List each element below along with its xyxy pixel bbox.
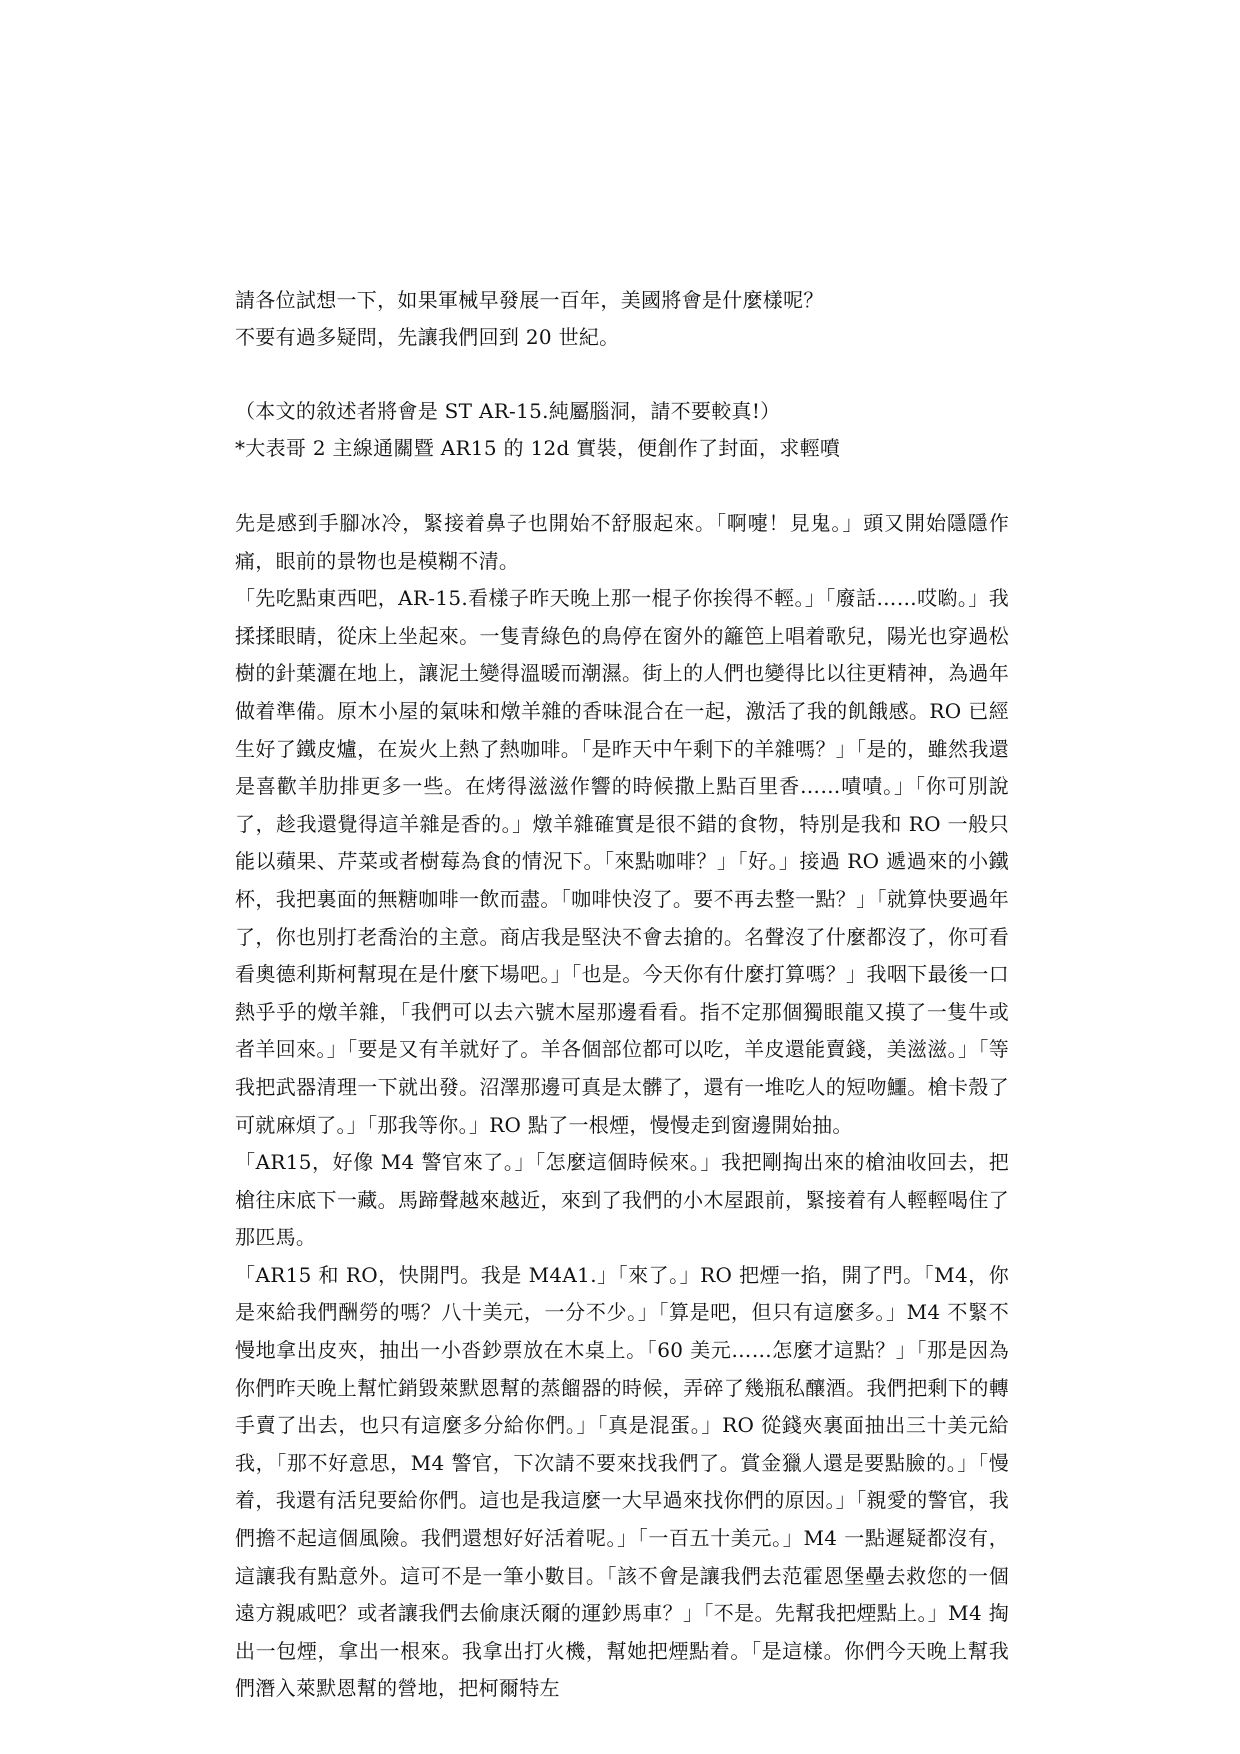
paragraph: 「AR15 和 RO，快開門。我是 M4A1.」「來了。」RO 把煙一掐，開了門。「M4，你是來給我們酬勞的嗎？八十美元，一分不少。」「算是吧，但只有這麼多。」M4 不緊不慢地拿出皮夾，抽出一小沓鈔票放在木桌上。「60 美元……怎麼才這點？」「那是因為你們昨天晚上幫忙銷毀萊默恩幫的蒸餾器的時候，弄碎了幾瓶私釀酒。我們把剩下的轉手賣了出去，也只有這麼多分給你們。」「真是混蛋。」RO 從錢夾裏面抽出三十美元給我，「那不好意思，M4 警官，下次請不要來找我們了。賞金獵人還是要點臉的。」「慢着，我還有活兒要給你們。這也是我這麼一大早過來找你們的原因。」「親愛的警官，我們擔不起這個風險。我們還想好好活着呢。」「一百五十美元。」M4 一點遲疑都沒有，這讓我有點意外。這可不是一筆小數目。「該不會是讓我們去范霍恩堡壘去救您的一個遠方親戚吧？或者讓我們去偷康沃爾的運鈔馬車？」「不是。先幫我把煙點上。」M4 掏出一包煙，拿出一根來。我拿出打火機，幫她把煙點着。「是這樣。你們今天晚上幫我們潛入萊默恩幫的營地，把柯爾特左 — [235, 1262, 1009, 1701]
intro-line: 請各位試想一下，如果軍械早發展一百年，美國將會是什麼樣呢？ — [235, 288, 824, 312]
story-body — [235, 505, 1009, 1708]
paragraph: 「先吃點東西吧，AR-15.看樣子昨天晚上那一棍子你挨得不輕。」「廢話……哎喲。」我揉揉眼睛，從床上坐起來。一隻青綠色的鳥停在窗外的籬笆上唱着歌兒，陽光也穿過松樹的針葉灑在地上，讓泥土變得溫暖而潮濕。街上的人們也變得比以往更精神，為過年做着準備。原木小屋的氣味和燉羊雜的香味混合在一起，激活了我的飢餓感。RO 已經生好了鐵皮爐，在炭火上熱了熱咖啡。「是昨天中午剩下的羊雜嗎？」「是的，雖然我還是喜歡羊肋排更多一些。在烤得滋滋作響的時候撒上點百里香……嘖嘖。」「你可別說了，趁我還覺得這羊雜是香的。」燉羊雜確實是很不錯的食物，特別是我和 RO 一般只能以蘋果、芹菜或者樹莓為食的情況下。「來點咖啡？」「好。」接過 RO 遞過來的小鐵杯，我把裏面的無糖咖啡一飲而盡。「咖啡快沒了。要不再去整一點？」「就算快要過年了，你也別打老喬治的主意。商店我是堅決不會去搶的。名聲沒了什麼都沒了，你可看看奧德利斯柯幫現在是什麼下場吧。」「也是。今天你有什麼打算嗎？」我咽下最後一口熱乎乎的燉羊雜，「我們可以去六號木屋那邊看看。指不定那個獨眼龍又摸了一隻牛或者羊回來。」「要是又有羊就好了。羊各個部位都可以吃，羊皮還能賣錢，美滋滋。」「等我把武器清理一下就出發。沼澤那邊可真是太髒了，還有一堆吃人的短吻鱷。槍卡殼了可就麻煩了。」「那我等你。」RO 點了一根煙，慢慢走到窗邊開始抽。 — [235, 586, 1009, 1137]
intro-note: （本文的敘述者將會是 ST AR-15.純屬腦洞，請不要較真!） — [235, 399, 781, 423]
intro-note: *大表哥 2 主線通關暨 AR15 的 12d 實裝，便創作了封面，求輕噴 — [235, 436, 841, 460]
intro-section — [235, 282, 1025, 467]
intro-line: 不要有過多疑問，先讓我們回到 20 世紀。 — [235, 325, 620, 349]
blank-line — [235, 356, 1025, 393]
paragraph: 先是感到手腳冰冷，緊接着鼻子也開始不舒服起來。「啊嚏！見鬼。」頭又開始隱隱作痛，眼前的景物也是模糊不清。 — [235, 511, 1009, 573]
paragraph: 「AR15，好像 M4 警官來了。」「怎麼這個時候來。」我把剛掏出來的槍油收回去，把槍往床底下一藏。馬蹄聲越來越近，來到了我們的小木屋跟前，緊接着有人輕輕喝住了那匹馬。 — [235, 1150, 1009, 1250]
